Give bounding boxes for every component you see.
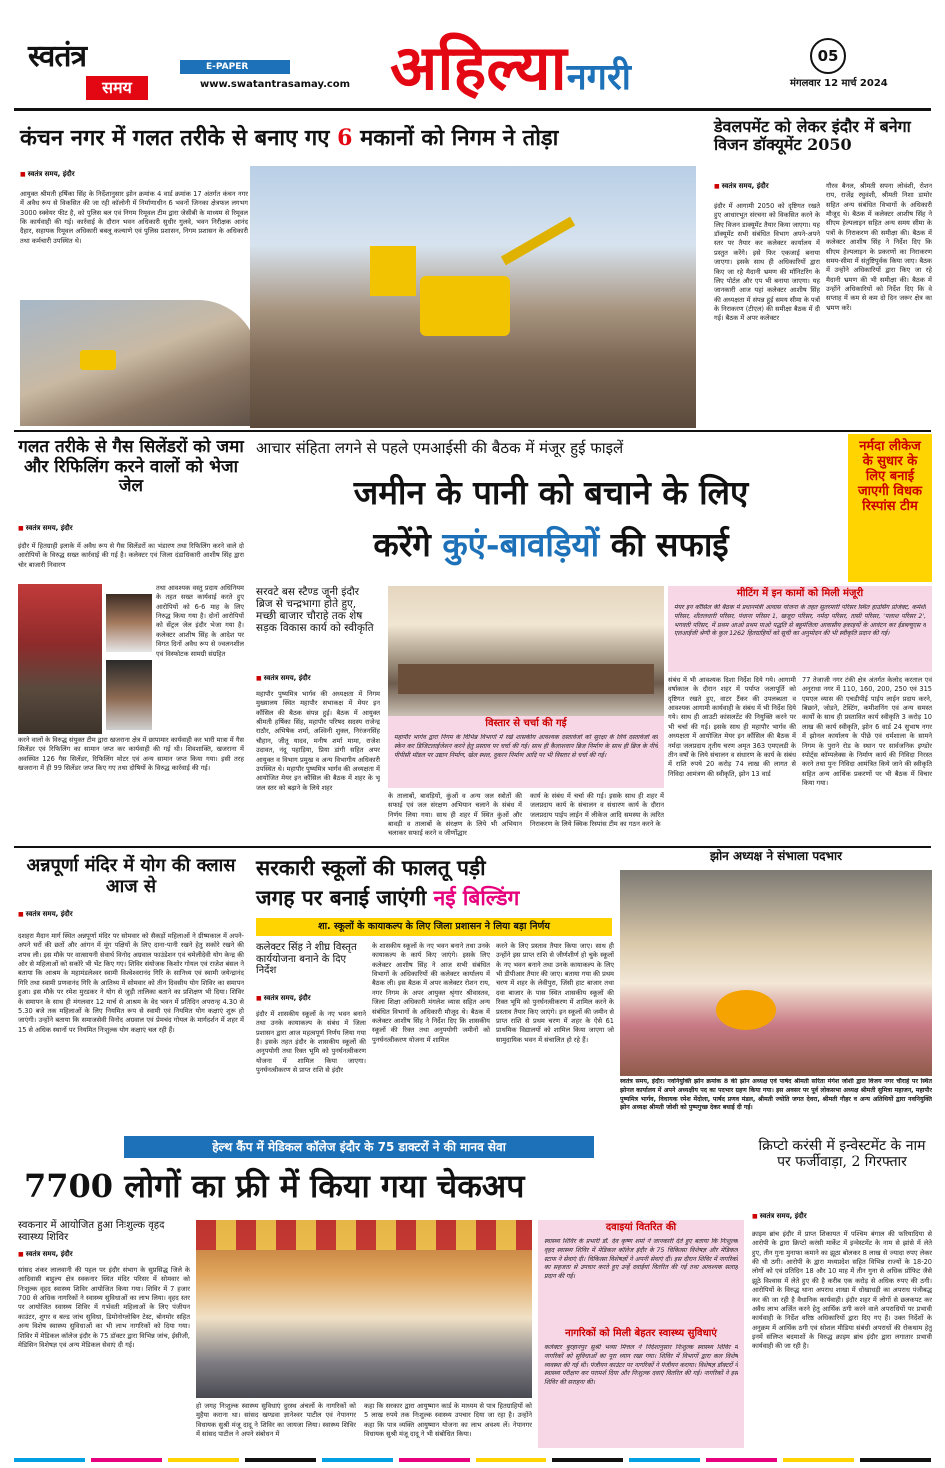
byline-gas: ■ स्वतंत्र समय, इंदौर (18, 524, 218, 533)
body-health-col3: कहा कि सरकार द्वारा आयुष्मान कार्ड के माध्यम से पात्र हितग्राहियों को 5 लाख रुपये तक निःशुल्क स्वास्थ्य उपचार दिया जा रहा है। उन्होंने कहा कि पात्र व्यक्ति आयुष्मान योजना का लाभ अवश्य लें। नेपानगर विधायक सुश्री मंजू दादू ने भी संबोधित किया। (364, 1402, 532, 1439)
approved-box-text: मेयर इन कौंसिल की बैठक में प्रधानमंत्री आवास योजना के तहत सुतरमारी परिसर स्थित हाउसिंग प्रोजेक्ट, कर्मशी परिसर, शीतलधारी परिसर, पंधाना परिसर 1, खजूरा परिसर, नर्मदा परिसर, तासी परिसर, 'पलाश परिसर 2', भगवती परिसर, में प्रथम आओ प्रथम पाओ पद्धति से बहुमंजिला आवासीय इकाइयों के आवंटन कर ईडब्ल्यूएस व एलआईजी श्रेणी के कुल 1262 हितग्राहियों को सूची का अनुमोदन की भी स्वीकृति प्रदान की गई। (674, 604, 926, 638)
body-approved-col1: संबंध में भी आवश्यक दिशा निर्देश दिये गये। आगामी वर्षाकाल के दौरान शहर में पर्याप्त जलापूर्ति को दृष्टिगत रखते हुए, वाटर टैंकर की उपलब्धता व आवश्यक आगामी कार्यवाही के संबंध में भी निर्देश दिये गये। साथ ही आउटी कांसलटेंट की नियुक्ति करने पर भी चर्चा की गई। इसके साथ ही महापौर भार्गव की अध्यक्षता में आयोजित मेयर इन कौंसिल की बैठक में नर्मदा जलप्रदाय तृतीय चरण अमृत 363 एमएलडी के तीन वर्षों के लिये संचालन व संधारण के कार्य के संबंध में राशि रुपये 20 करोड़ 74 लाख की लागत से निविदा आमंत्रण की स्वीकृति, झोन 13 वार्ड (668, 676, 796, 778)
body-approved-col2: 77 तेजाजी नगर टंकी क्षेत्र अंतर्गत केलोद करताल एवं अनुराधा नगर में 110, 160, 200, 250 एवं 315 एमएल व्यास की एचडीपीई पाईप लाईन प्रदाय करने, बिछाने, जोडने, टेस्टिंग, कमीशनिंग एवं अन्य समस्त कार्यों के साथ ही प्रस्तावित कार्य स्वीकृति 3 करोड़ 10 लाख की कार्य स्वीकृति, झोन 6 वार्ड 24 सुभाष नगर में झोनल कार्यालय के पीछे एवं धर्मशाला के सामने निगम के पुराने रोड के स्थान पर सार्वजनिक इण्डोर स्पोर्ट्स कॉम्पलेक्स के निर्माण कार्य की निविदा निरस्त करने तथा पुनः निविदा आमंत्रित किये जाने की स्वीकृति सहित अन्य आर्थिक प्रकरणों पर भी बैठक में विचार किया गया। (802, 676, 932, 787)
byline-wells: ■ स्वतंत्र समय, इंदौर (256, 674, 380, 683)
byline-health: ■ स्वतंत्र समय, इंदौर (18, 1250, 188, 1259)
story-vision-2050 (706, 114, 934, 430)
story-crypto (748, 1132, 932, 1452)
demolition-photo-large[interactable] (250, 166, 696, 428)
byline-schools: ■ स्वतंत्र समय, इंदौर (256, 994, 366, 1003)
cylinders-photo[interactable] (18, 584, 102, 734)
byline-crypto: ■ स्वतंत्र समय, इंदौर (752, 1212, 928, 1221)
accused-photo-1[interactable] (106, 594, 152, 652)
flowers (716, 990, 776, 1030)
story-yoga (14, 848, 248, 1130)
epaper-badge: E-PAPER (180, 60, 290, 74)
byline-vision: ■ स्वतंत्र समय, इंदौर (714, 182, 824, 191)
headline-vision: डेवलपमेंट को लेकर इंदौर में बनेगा विजन डॉक्यूमेंट 2050 (714, 117, 911, 155)
issue-date: मंगलवार 12 मार्च 2024 (790, 78, 888, 89)
health-camp-photo[interactable] (196, 1220, 532, 1398)
caption-head-wells: विस्तार से चर्चा की गई (485, 718, 567, 729)
story-zone (620, 848, 932, 1130)
paper-title-red: अहिल्या (390, 31, 567, 104)
logo[interactable] (28, 40, 180, 104)
strap-schools: शा. स्कूलों के कायाकल्प के लिए जिला प्रशासन ने लिया बड़ा निर्णय (256, 918, 612, 936)
caption-box-wells (388, 716, 664, 788)
jcb-body (420, 276, 510, 336)
story-approved-works (668, 586, 932, 846)
headline-demolition: कंचन नगर में गलत तरीके से बनाए गए 6 मकानों को निगम ने तोड़ा (20, 125, 559, 151)
body-vision-col1: इंदौर में आगामी 2050 को दृष्टिगत रखते हुए आधारभूत संरचना को विकसित करने के लिए विजन डाक्यूमेंट तैयार किया जाएगा। यह डॉक्यूमेंट सभी संबंधित विभाग अपने-अपने स्तर पर तैयार कर कलेक्टर कार्यालय में प्रस्तुत करेंगे। इसे फिर एकजाई बनाया जाएगा। इसके साथ ही अधिकारियों द्वारा किए जा रहे मैदानी भ्रमण की मॉनिटरिंग के लिए पोर्टल और एप भी बनाया जाएगा। यह जानकारी आज यहां कलेक्टर आशीष सिंह की अध्यक्षता में संपन्न हुई समय सीमा के पत्रों के निराकरण (टीएल) की समीक्षा बैठक में दी गई। बैठक में अपर कलेक्टर (714, 202, 820, 323)
side-box-narmada: नर्मदा लीकेज के सुधार के लिए बनाई जाएगी विधक रिस्पांस टीम (848, 434, 932, 582)
approved-box (668, 586, 932, 672)
byline-demolition: ■ स्वतंत्र समय, इंदौर (20, 170, 240, 179)
tent-canopy (196, 1220, 532, 1250)
body-wells-col2: के तालाबों, बावड़ियों, कुंओं व अन्य जल स्त्रोतों की सफाई एवं जल संरक्षण अभियान चलाने के संबंध में निर्णय लिया गया। साथ ही शहर में स्थित कुंओं और बावड़ी व तालाबों के संरक्षण के लिये भी अभियान चलाकर सफाई करने व जीर्णोद्धार (388, 792, 522, 838)
body-gas-3: करने वालों के विरुद्ध संयुक्त टीम द्वारा खजराना क्षेत्र में छापामार कार्यवाही कर भारी मात्रा में गैस सिलेंडर एवं रिफिलिंग का सामान जप्त कर कार्यवाही की गई थी। शिवशाक्ति, खजराना में अवस्थित 126 गैस सिलेंडर, रिफिलिंग मोटर एवं अन्य सामान जप्त किया गया। इसी तरह खजराना में ही 99 सिलेंडर जप्त किए गए तथा दोषियों के विरुद्ध कार्रवाई की गई। (18, 736, 244, 773)
body-yoga: दशहरा मैदान मार्ग स्थित अन्नपूर्णा मंदिर पर सोमवार को सैकड़ों महिलाओं ने ग्रीष्मकाल में अपने-अपने घरों की छतों और आंगन में मूंग पक्षियों के लिए दाना-पानी रखने हेतु सकोरे रखने की शपथ ली। इस मौके पर वात्सायनी सेवार्थ विनोद अग्रवाल फाउंडेशन एवं चमेलीदेवी योग केन्द्र की ओर से महिलाओं को सकोरे भी भेंट किए गए। शिविर संयोजक किशोर गोयल एवं राजेश बंसल ने बताया कि आश्रम के महामंडलेश्वर स्वामी विश्वेश्वरानंद गिरि के सानिध्य एवं स्वामी जयेन्द्रानंद गिरि तथा स्वामी प्रणवानंद गिरि के आतिथ्य में सोमवार को तीन दिवसीय योग शिविर का समापन हुआ। इस मौके पर रमेश मुरडकर ने योग से जुड़ी तालिका बताने का प्रशिक्षण भी दिया। शिविर के समापन के साथ ही मंगलवार 12 मार्च से आश्रम के वेद भवन में प्रतिदिन अपरान्ह 4.30 से 5.30 बजे तक महिलाओं के लिए नियमित रूप से स्वामी एवं नियमित योग कक्षाएं शुरू हो जाएंगी। उन्होंने बताया कि समाजसेवी विनोद अग्रवाल एवं प्रेमचंद गोयल के मार्गदर्शन में शहर में 15 से अधिक स्थानों पर नियमित निःशुल्क योग कक्षाएं चल रही हैं। (18, 932, 244, 1034)
body-health-col1: सांसद शंकर लालवानी की पहल पर इंदौर संभाग के सुप्रसिद्ध जिले के आदिवासी बाहुल्य क्षेत्र स्वकनार स्थित मंदिर परिसर में सोमवार को निःशुल्क वृहद स्वास्थ्य शिविर आयोजित किया गया। शिविर में 7 हजार 700 से अधिक नागरिकों ने स्वास्थ्य सुविधाओं का लाभ लिया। वृहद स्तर पर आयोजित स्वास्थ्य शिविर में गर्भवती महिलाओं के लिए पंजीयन काउंटर, शुगर व बल्ड जांच सुविधा, डिमोनोग्लोबिन टेस्ट, बोनमोर सहित अन्य विशेष स्वास्थ्य सुविधाओं का भी लाभ नागरिकों को दिया गया। शिविर में मेडिकल कॉलेज इंदौर के 75 डॉक्टर द्वारा विभिन्न जांच, ईसीजी, मेडिसिन विशेषज्ञ एवं अन्य मेडिकल सेवाएं दी गई। (18, 1266, 190, 1349)
headline-gas: गलत तरीके से गैस सिलेंडरों को जमा और रिफिलिंग करने वालों को भेजा जेल (18, 437, 244, 497)
headline-schools-line2: जगह पर बनाई जाएंगी नई बिल्डिंग (256, 885, 520, 910)
paper-title-blue: नगरी (566, 56, 631, 98)
website-link[interactable]: www.swatantrasamay.com (200, 79, 351, 90)
body-schools-col2: के शासकीय स्कूलों के नए भवन बनाने तथा उनके कायाकल्प के कार्य किए जाएंगे। इसके लिए कलेक्टर आशीष सिंह ने आज सभी संबंधित विभागों के अधिकारियों की कलेक्टर कार्यालय में बैठक ली। इस बैठक में अपर कलेक्टर रोशन राय, नगर निगम के अपर आयुक्त श्रृंगार श्रीवास्तव, जिला शिक्षा अधिकारी मंगलेश व्यास सहित अन्य संबंधित विभागों के अधिकारी मौजूद थे। बैठक में कलेक्टर आशीष सिंह ने निर्देश दिए कि शासकीय स्कूलों की रिक्त तथा अनुपयोगी जमीनों को पुनर्घनत्वीकरण योजना में शामिल (372, 942, 490, 1044)
page-number: 05 (810, 38, 846, 74)
registration-bar (14, 1458, 931, 1462)
sub-headline-wells: सरवटे बस स्टैण्ड जूनी इंदौर ब्रिज से चन्द्रभागा होते हुए, मच्छी बाजार चौराहे तक शेष सड़क विकास कार्य को स्वीकृति (256, 586, 374, 635)
caption-zone: स्वतंत्र समय, इंदौर। नवनियुक्ति झोन क्रमांक 8 की झोन अध्यक्ष एवं पार्षद श्रीमती सरिता मंगेश जोशी द्वारा विजय नगर चौराहे पर स्थित झोनल कार्यालय में अपने अध्यक्षीय पद का पदभार ग्रहण किया गया। इस अवसर पर पूर्व लोकसभा अध्यक्ष श्रीमती सुमित्रा महाजन, महापौर पुष्यमित्र भार्गव, विधायक रमेश मेंदोला, पार्षद प्रणव मंडल, श्रीमती ज्योति जगत देवरा, श्रीमती गौहर व अन्य अतिथियों द्वारा नवनियुक्ति झोन अध्यक्ष श्रीमती जोशी को पुष्पगुच्छ देकर बधाई दी गई। (620, 1078, 932, 1112)
masthead-rule (14, 108, 931, 111)
zone-photo[interactable] (620, 870, 932, 1076)
medicine-box-title: दवाइयां वितरित की (605, 1222, 677, 1233)
body-wells-col1: महापौर पुष्यमित्र भार्गव की अध्यक्षता में निगम मुख्यालय स्थित महापौर सभाकक्ष में मेयर इन कौंसिल की बैठक संपन्न हुई। बैठक में आयुक्त श्रीमती हर्षिका सिंह, महापौर परिषद सदस्य राजेन्द्र राठौर, अभिषेक शर्मा, अश्विनी शुक्ल, निरंजनसिंह चौहान, जीतू यादव, मनीष शर्मा मामा, राजेश उदावत, नंदू पहाड़िया, प्रिया डांगी सहित अपर आयुक्त व विभाग प्रमुख व अन्य विभागीय अधिकारी उपस्थित थे। महापौर पुष्यमित्र भार्गव की अध्यक्षता में आयोजित मेयर इन कौंसिल की बैठक में शहर के भू जल स्तर को बढ़ाने के लिये शहर (256, 690, 380, 792)
mic-meeting-photo[interactable] (388, 586, 664, 716)
banner-health: हेल्थ कैंप में मेडिकल कॉलेज इंदौर के 75 डाक्टरों ने की मानव सेवा (124, 1136, 594, 1158)
paper-title (390, 28, 780, 108)
facilities-box-text: कलेक्टर बुरहानपुर सुश्री भव्या मित्तल ने निर्देशानुसार निःशुल्क स्वास्थ्य शिविर में नागरिकों को सुविधाओं का पूरा ध्यान रखा गया। शिविर में विभागों द्वारा कल विशेष व्यवस्था की गई थी। पंजीयन काउंटर पर नागरिकों ने पंजीयन कराया। विशेषज्ञ डॉक्टरों ने स्वास्थ्य परीक्षण कर परामर्श दिया और निःशुल्क दवाएं वितरित की गई। नागरिकों ने इस शिविर की सराहना की। (544, 1344, 738, 1387)
headline-wells-line2: करेंगे कुएं-बावड़ियों की सफाई (373, 525, 729, 564)
story-demolition (14, 114, 699, 430)
jcb-arm (501, 217, 575, 266)
headline-yoga: अन्नपूर्णा मंदिर में योग की क्लास आज से (26, 855, 236, 897)
byline-yoga: ■ स्वतंत्र समय, इंदौर (18, 910, 218, 919)
body-schools-col3: करने के लिए प्रस्ताव तैयार किया जाए। साथ ही उन्होंने इस प्राप्त राशि से जीर्णशीर्ण हो चुके स्कूलों के नए भवन बनाने तथा उनके कायाकल्प के लिए भी डीपीआर तैयार की जाए। बताया गया की प्रथम चरण में शहर के लेवीपुरा, जिंसी हाट बाजार तथा दवा बाजार के पास स्थित शासकीय स्कूलों की रिक्त भूमि को पुनर्घनत्वीकरण में शामिल करने के प्रस्ताव तैयार किए जाएंगे। इन स्कूलों की जमीन से प्राप्त राशि से प्रथम चरण में शहर के ऐसे 61 प्राथमिक विद्यालयों को शामिल किया जाएगा जो सामुदायिक भवन में संचालित हो रहे हैं। (496, 942, 614, 1044)
caption-text-wells: महापौर भार्गव द्वारा निगम के विभिन्न विभागों में रखे शासकीय आवश्यक दस्तावेजों को सुरक्षा के लिये दस्तावेजों को स्केन कर डिजिटलाईजेशन करने हेतु प्रस्ताव पर चर्चा की गई। साथ ही कैलाशवान ब्रिज निर्माण के साथ ही ब्रिज के नीचे पीपीसी मॉडल पर उद्यान निर्माण, खेल स्थल, दुकान निर्माण आदि पर भी विस्तार से चर्चा की गई। (394, 734, 658, 759)
demolition-photo-small[interactable] (20, 300, 258, 426)
jcb-cab (370, 246, 416, 296)
kicker-wells: आचार संहिता लगने से पहले एमआईसी की बैठक में मंजूर हुई फाइलें (256, 439, 624, 457)
sub-headline-schools: कलेक्टर सिंह ने शीघ्र विस्तृत कार्ययोजना बनाने के दिए निर्देश (256, 942, 357, 976)
body-schools-col1: इंदौर में शासकीय स्कूलों के नए भवन बनाने तथा उनके कायाकल्प के संबंध में जिला प्रशासन द्वारा आज महत्वपूर्ण निर्णय लिया गया है। इसके तहत इंदौर के शासकीय स्कूलों की अनुपयोगी तथा रिक्त भूमि को पुनर्घनत्वीकरण योजना में शामिल किया जाएगा। पुनर्घनत्वीकरण से प्राप्त राशि से इंदौर (256, 1010, 366, 1075)
divider-1 (14, 430, 931, 432)
headline-schools-line1: सरकारी स्कूलों की फालतू पड़ी (256, 855, 486, 880)
body-gas-2: तथा आवश्यक वस्तु प्रदाय अधिनियम के तहत सख्त कार्यवाई करते हुए आरोपियों को 6-6 माह के लिए निरुद्ध किया गया है। दोनों आरोपियों को सेंट्रल जेल इंदौर भेजा गया है। कलेक्टर आशीष सिंह के आदेश पर विगत दिनों अवैध रूप से ज्वलनशील एवं विस्फोटक सामग्री संग्रहित (156, 584, 244, 658)
headline-zone: झोन अध्यक्ष ने संभाला पदभार (710, 849, 842, 863)
body-gas-1: इंदौर में हितग्राही इलाके में अवैध रूप से गैस सिलेंडरों का भंडारण तथा रिफिलिंग करने वाले दो आरोपियों के विरुद्ध सख्त कार्रवाई की गई है। कलेक्टर एवं जिला दंडाधिकारी आशीष सिंह द्वारा चोर बाजारी निवारण (18, 542, 244, 569)
medicine-box-text: स्वास्थ्य शिविर के प्रभारी डॉ. देव कृष्ण शर्मा ने जानकारी देते हुए बताया कि निःशुल्क वृहद स्वास्थ्य शिविर में मेडिकल कॉलेज इंदौर के 75 चिकित्सा विशेषज्ञ और मेडिकल स्टाफ ने सेवाएं दी। चिकित्सा विशेषज्ञों ने अपनी सेवाएं दीं। इस दौरान शिविर में नागरिकों का सहजता से उपचार करते हुए उन्हें दवाईयां वितरित की गई तथा आवश्यक सलाह प्रदान की गई। (544, 1238, 738, 1281)
story-schools (252, 848, 614, 1130)
headline-crypto: क्रिप्टो करंसी में इन्वेस्टमेंट के नाम पर फर्जीवाड़ा, 2 गिरफ्तार (758, 1138, 926, 1171)
meeting-table (398, 664, 654, 694)
body-wells-col3: कार्य के संबंध में चर्चा की गई। इसके साथ ही शहर में जलप्रदाय कार्य के संचालन व संधारण कार्य के दौरान जलप्रदाय पाईप लाईन में लीकेज आदि समस्या के त्वरित निराकरण के लिये क्विक रिस्पांस टीम का गठन करने के (530, 792, 664, 829)
accused-photo-2[interactable] (106, 660, 152, 730)
body-vision-col2: गौरव बैनल, श्रीमती सपना लोवंशी, रोशन राय, राजेंद्र रघुवंशी, श्रीमती निशा डामोर सहित अन्य संबंधित विभागों के अधिकारी मौजूद थे। बैठक में कलेक्टर आशीष सिंह ने सीएम हेल्पलाइन सहित अन्य समय सीमा के पत्रों के निराकरण की समीक्षा की। बैठक में कलेक्टर आशीष सिंह ने निर्देश दिए कि सीएम हेल्पलाइन के प्रकरणों का निराकरण समय-सीमा में संतुष्टिपूर्वक किया जाए। बैठक में उन्होंने अधिकारियों द्वारा किए जा रहे मैदानी भ्रमण की भी समीक्षा की। बैठक में उन्होंने अधिकारियों को निर्देश दिए कि वे सप्ताह में कम से कम दो दिन जरूर क्षेत्र का भ्रमण करें। (826, 182, 932, 312)
medicine-box (538, 1220, 744, 1448)
body-crypto: क्राइम ब्रांच इंदौर में प्राप्त शिकायत में पश्चिम बंगाल की फरियादिया से आरोपी के द्वारा क्रिप्टो करंसी मार्केट में इन्वेस्टमेंट के नाम से झांसे में लेते हुए, तीन गुना मुनाफा कमाने का झूठा बोलकर 8 लाख से ज्यादा रुपए लेकर की थी ठगी। आरोपी के द्वारा मध्यप्रदेश सहित विभिन्न राज्यों के 18-20 लोगों को एवं प्रतिदिन 18 और 10 माह में तीन गुना से अधिक प्रॉफिट जैसे झूठे विश्वास में लेते हुए की है करीब एक करोड़ से अधिक रुपए की ठगी। आरोपियों के विरुद्ध थाना अपराध शाखा में धोखाधड़ी का अपराध पंजीबद्ध कर की जा रही है वैधानिक कार्यवाही। इंदौर शहर में लोगों से छलकपट कर अवैध लाभ अर्जित करने हेतु आर्थिक ठगी करने वाले अपराधियों पर प्रभावी कार्यवाही के निर्देश वरिष्ठ अधिकारियों द्वारा दिए गए हैं। उक्त निर्देशों के अनुक्रम में आर्थिक ठगी एवं सोशल मीडिया संबंधी अपराधों की रोकथाम हेतु इनमें संलिप्त बदमाशों के विरुद्ध क्राइम ब्रांच इंदौर द्वारा लगातार प्रभावी कार्यवाही की जा रही है। (752, 1230, 932, 1351)
headline-health: 7700 लोगों का फ्री में किया गया चेकअप (24, 1167, 525, 1205)
facilities-box-title: नागरिकों को मिली बेहतर स्वास्थ्य सुविधाएं (565, 1328, 717, 1339)
masthead (0, 0, 945, 112)
approved-box-title: मीटिंग में इन कामों को मिली मंजूरी (736, 588, 864, 599)
logo-top: स्वतंत्र (28, 39, 87, 74)
logo-bottom: समय (86, 76, 148, 100)
body-health-col2: हो जगह निःशुल्क स्वास्थ्य सुविधाएं दुरस्थ अंचलों के नागरिकों को मुहैया कराना था। सांसद खण्डवा ज्ञानेश्वर पाटील एवं नेपानगर विधायक सुश्री मंजू दादू ने शिविर का जायजा लिया। स्वास्थ्य शिविर में सांसद पाटील ने अपने संबोधन में (196, 1402, 356, 1439)
story-gas-cylinders (14, 434, 248, 846)
headline-wells-line1: जमीन के पानी को बचाने के लिए (353, 473, 749, 512)
story-health-camp (14, 1132, 744, 1452)
sub-headline-health: स्वकनार में आयोजित हुआ निःशुल्क वृहद स्वास्थ्य शिविर (18, 1220, 165, 1243)
body-demolition: आयुक्त श्रीमती हर्षिका सिंह के निर्देशानुसार झोन क्रमांक 4 वार्ड क्रमांक 17 अंतर्गत कंचन नगर में अवैध रूप से विकसित की जा रही कॉलोनी में निर्माणाधीन 6 भवनों जिनका क्षेत्रफल लगभग 3000 स्क्वेयर फीट है, को पुलिस बल एवं निगम रिमूवल टीम द्वारा जेसीबी के माध्यम से रिमूवल कि कार्यवाही की गई। कार्रवाई के दौरान भवन अधिकारी सुधीर गुलवे, भवन निरीक्षक आनंद दैहार, सहायक रिमूवल अधिकारी बबलू कल्याणे एवं पुलिस प्रशासन, निगम प्रशासन के अधिकारी तथा कर्मचारी उपस्थित थे। (20, 190, 248, 245)
